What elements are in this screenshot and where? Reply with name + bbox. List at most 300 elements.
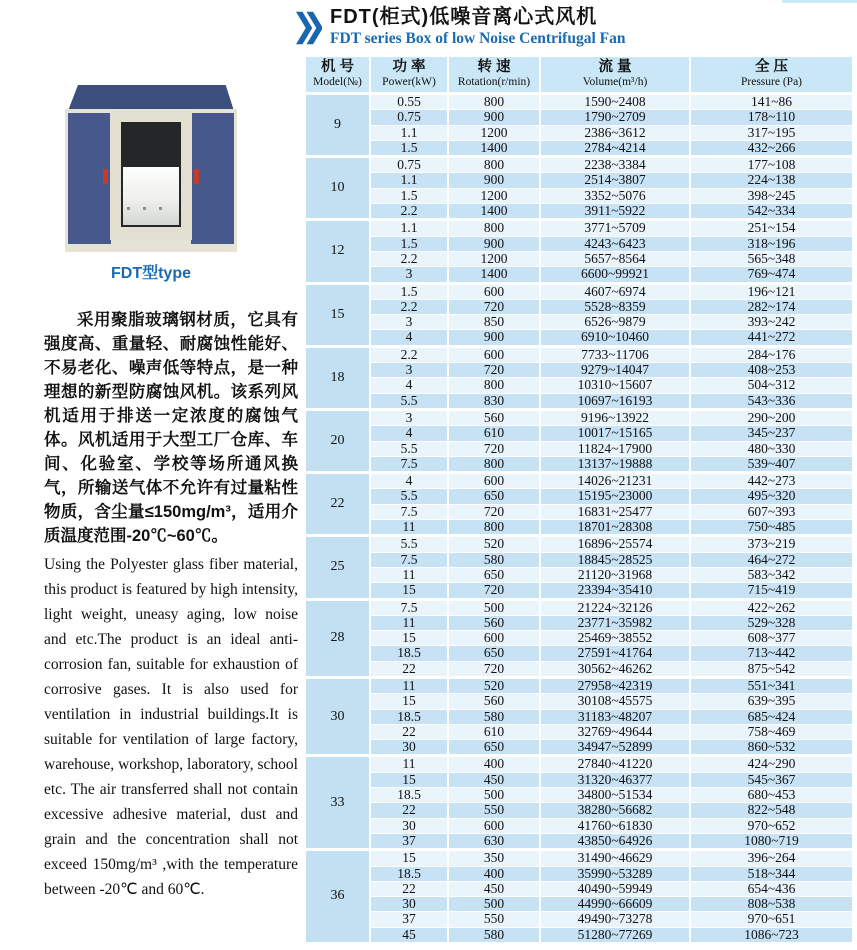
col-header-pressure-cn: 全 压 [754, 59, 789, 75]
table-cell: 800 [448, 520, 540, 536]
spec-table-body [305, 94, 852, 943]
table-cell: 30 [370, 740, 448, 756]
table-cell: 345~237 [690, 426, 852, 441]
table-cell: 1.1 [370, 125, 448, 140]
table-row [305, 615, 852, 630]
table-row [305, 520, 852, 536]
table-cell: 1400 [448, 204, 540, 220]
table-cell: 251~154 [690, 220, 852, 236]
col-header-pressure-en: Pressure (Pa) [741, 76, 802, 88]
table-row [305, 788, 852, 803]
table-cell: 178~110 [690, 110, 852, 125]
fan-top-face [68, 85, 234, 111]
table-cell: 715~419 [690, 583, 852, 599]
model-cell: 28 [305, 599, 370, 677]
table-cell: 31183~48207 [540, 709, 690, 724]
table-cell: 1.5 [370, 283, 448, 299]
table-row [305, 456, 852, 472]
table-row [305, 850, 852, 866]
col-header-volume-cn: 流 量 [598, 59, 632, 75]
table-cell: 769~474 [690, 267, 852, 283]
table-row [305, 267, 852, 283]
table-cell: 400 [448, 756, 540, 772]
col-header-rotation-en: Rotation(r/min) [457, 76, 531, 88]
table-cell: 495~320 [690, 489, 852, 504]
table-row [305, 173, 852, 188]
table-cell: 758~469 [690, 724, 852, 739]
table-cell: 1080~719 [690, 833, 852, 849]
table-cell: 550 [448, 803, 540, 818]
table-cell: 830 [448, 393, 540, 409]
table-cell: 441~272 [690, 330, 852, 346]
table-row [305, 409, 852, 425]
table-cell: 4 [370, 378, 448, 393]
table-cell: 5.5 [370, 536, 448, 552]
col-header-rotation [448, 57, 540, 94]
table-cell: 18.5 [370, 709, 448, 724]
model-cell: 9 [305, 94, 370, 157]
red-label-right [194, 169, 199, 184]
table-cell: 10697~16193 [540, 393, 690, 409]
table-cell: 7.5 [370, 552, 448, 567]
table-cell: 520 [448, 677, 540, 693]
table-cell: 7.5 [370, 504, 448, 519]
table-row [305, 110, 852, 125]
table-cell: 442~273 [690, 473, 852, 489]
table-cell: 9196~13922 [540, 409, 690, 425]
table-cell: 27958~42319 [540, 677, 690, 693]
table-row [305, 866, 852, 881]
table-cell: 350 [448, 850, 540, 866]
table-cell: 875~542 [690, 661, 852, 677]
table-row [305, 220, 852, 236]
fan-inner-panel [123, 167, 179, 225]
table-cell: 30562~46262 [540, 661, 690, 677]
table-cell: 15 [370, 583, 448, 599]
photo-caption: FDT型type [110, 265, 191, 282]
table-cell: 480~330 [690, 441, 852, 456]
table-cell: 37 [370, 912, 448, 927]
table-cell: 34947~52899 [540, 740, 690, 756]
table-cell: 1590~2408 [540, 94, 690, 110]
table-row [305, 473, 852, 489]
table-cell: 21224~32126 [540, 599, 690, 615]
table-cell: 630 [448, 833, 540, 849]
table-cell: 450 [448, 881, 540, 896]
table-cell: 34800~51534 [540, 788, 690, 803]
table-cell: 3911~5922 [540, 204, 690, 220]
table-cell: 38280~56682 [540, 803, 690, 818]
table-cell: 4607~6974 [540, 283, 690, 299]
table-cell: 3 [370, 409, 448, 425]
table-cell: 0.55 [370, 94, 448, 110]
table-cell: 27840~41220 [540, 756, 690, 772]
model-cell: 18 [305, 346, 370, 409]
table-cell: 15 [370, 850, 448, 866]
table-cell: 290~200 [690, 409, 852, 425]
fan-opening [121, 122, 181, 227]
model-cell: 15 [305, 283, 370, 346]
top-right-accent-line [782, 0, 857, 3]
table-cell: 40490~59949 [540, 881, 690, 896]
table-row [305, 94, 852, 110]
table-row [305, 677, 852, 693]
table-cell: 6910~10460 [540, 330, 690, 346]
table-cell: 464~272 [690, 552, 852, 567]
table-cell: 317~195 [690, 125, 852, 140]
table-cell: 565~348 [690, 251, 852, 266]
table-cell: 808~538 [690, 897, 852, 912]
table-cell: 3 [370, 267, 448, 283]
table-cell: 21120~31968 [540, 567, 690, 582]
table-cell: 713~442 [690, 646, 852, 661]
table-cell: 44990~66609 [540, 897, 690, 912]
table-cell: 2514~3807 [540, 173, 690, 188]
table-cell: 51280~77269 [540, 927, 690, 942]
table-cell: 1086~723 [690, 927, 852, 942]
table-row [305, 393, 852, 409]
table-cell: 720 [448, 661, 540, 677]
table-row [305, 125, 852, 140]
table-row [305, 709, 852, 724]
page-title-cn: FDT(柜式)低噪音离心式风机 [330, 6, 598, 28]
spec-table [304, 57, 851, 942]
table-cell: 4 [370, 426, 448, 441]
table-cell: 0.75 [370, 110, 448, 125]
col-header-power [370, 57, 448, 94]
table-cell: 15195~23000 [540, 489, 690, 504]
table-row [305, 504, 852, 519]
table-row [305, 315, 852, 330]
table-row [305, 740, 852, 756]
page-title-en: FDT series Box of low Noise Centrifugal Fan [330, 30, 626, 47]
table-cell: 31490~46629 [540, 850, 690, 866]
col-header-pressure [690, 57, 852, 94]
table-row [305, 803, 852, 818]
table-cell: 14026~21231 [540, 473, 690, 489]
table-row [305, 157, 852, 173]
table-cell: 7.5 [370, 599, 448, 615]
table-cell: 3 [370, 315, 448, 330]
table-row [305, 330, 852, 346]
table-cell: 32769~49644 [540, 724, 690, 739]
table-cell: 22 [370, 724, 448, 739]
model-cell: 30 [305, 677, 370, 755]
red-label-left [103, 169, 108, 184]
table-cell: 970~651 [690, 912, 852, 927]
table-cell: 18.5 [370, 866, 448, 881]
table-cell: 500 [448, 897, 540, 912]
table-cell: 18.5 [370, 788, 448, 803]
table-row [305, 912, 852, 927]
table-cell: 25469~38552 [540, 631, 690, 646]
table-row [305, 756, 852, 772]
table-cell: 1.5 [370, 140, 448, 156]
table-cell: 11 [370, 677, 448, 693]
table-cell: 583~342 [690, 567, 852, 582]
table-cell: 500 [448, 599, 540, 615]
table-cell: 6600~99921 [540, 267, 690, 283]
table-cell: 3352~5076 [540, 188, 690, 203]
table-cell: 432~266 [690, 140, 852, 156]
table-cell: 580 [448, 927, 540, 942]
table-row [305, 140, 852, 156]
table-cell: 504~312 [690, 378, 852, 393]
table-row [305, 833, 852, 849]
table-cell: 141~86 [690, 94, 852, 110]
table-cell: 31320~46377 [540, 772, 690, 787]
table-cell: 18.5 [370, 646, 448, 661]
table-cell: 650 [448, 646, 540, 661]
table-cell: 600 [448, 473, 540, 489]
table-cell: 30 [370, 818, 448, 833]
table-cell: 650 [448, 740, 540, 756]
table-cell: 284~176 [690, 346, 852, 362]
table-cell: 539~407 [690, 456, 852, 472]
table-cell: 13137~19888 [540, 456, 690, 472]
table-cell: 750~485 [690, 520, 852, 536]
table-cell: 1400 [448, 267, 540, 283]
model-cell: 33 [305, 756, 370, 850]
table-row [305, 363, 852, 378]
table-cell: 7733~11706 [540, 346, 690, 362]
table-cell: 560 [448, 615, 540, 630]
table-cell: 800 [448, 456, 540, 472]
table-row [305, 818, 852, 833]
model-cell: 36 [305, 850, 370, 942]
table-cell: 45 [370, 927, 448, 942]
table-cell: 22 [370, 881, 448, 896]
table-cell: 654~436 [690, 881, 852, 896]
col-header-model-cn: 机 号 [320, 59, 355, 75]
table-cell: 5.5 [370, 393, 448, 409]
table-cell: 600 [448, 631, 540, 646]
table-cell: 900 [448, 330, 540, 346]
table-cell: 5.5 [370, 441, 448, 456]
table-cell: 600 [448, 818, 540, 833]
table-cell: 396~264 [690, 850, 852, 866]
description-english: Using the Polyester glass fiber material, this product is featured by high intensity, light weight, uneasy aging, low noise and etc.The product is an ideal anti-corrosion fan, suitable for exhaustion of corrosive gases. It is also used for ventilation in industrial buildings.It is suitable for ventilation of large factory, warehouse, workshop, laboratory, school etc. The air transferred shall not contain excessive adhesive material, dust and grain and the concentration shall not exceed 150mg/m³ ,with the temperature between -20℃ and 60℃. [44, 556, 298, 898]
model-cell: 22 [305, 473, 370, 536]
table-cell: 650 [448, 567, 540, 582]
col-header-power-cn: 功 率 [392, 59, 426, 75]
table-cell: 11 [370, 520, 448, 536]
product-photo-fan-box [65, 85, 237, 252]
table-cell: 1.1 [370, 173, 448, 188]
table-cell: 580 [448, 709, 540, 724]
table-row [305, 378, 852, 393]
table-cell: 37 [370, 833, 448, 849]
table-cell: 610 [448, 724, 540, 739]
table-cell: 545~367 [690, 772, 852, 787]
table-row [305, 694, 852, 709]
table-cell: 970~652 [690, 818, 852, 833]
table-cell: 424~290 [690, 756, 852, 772]
model-cell: 25 [305, 536, 370, 599]
table-cell: 393~242 [690, 315, 852, 330]
table-cell: 608~377 [690, 631, 852, 646]
col-header-rotation-cn: 转 速 [477, 59, 511, 75]
table-cell: 35990~53289 [540, 866, 690, 881]
table-cell: 4 [370, 330, 448, 346]
page-header [296, 5, 625, 48]
table-cell: 529~328 [690, 615, 852, 630]
table-cell: 2238~3384 [540, 157, 690, 173]
table-cell: 560 [448, 694, 540, 709]
col-header-power-en: Power(kW) [382, 76, 436, 88]
table-cell: 11 [370, 756, 448, 772]
table-cell: 23394~35410 [540, 583, 690, 599]
description-chinese: 采用聚脂玻璃钢材质，它具有强度高、重量轻、耐腐蚀性能好、不易老化、噪声低等特点，是一种理想的新型防腐蚀风机。该系列风机适用于排送一定浓度的腐蚀气体。风机适用于大型工厂仓库、车间、化验室、学校等场所通风换气，所输送气体不允许有过量粘性物质，含尘量≤150mg/m³，适用介质温度范围-20℃~60℃。 [44, 311, 298, 545]
table-cell: 2.2 [370, 346, 448, 362]
table-cell: 720 [448, 441, 540, 456]
table-cell: 2386~3612 [540, 125, 690, 140]
table-cell: 1400 [448, 140, 540, 156]
fan-screw-dots [127, 207, 174, 210]
table-row [305, 583, 852, 599]
table-row [305, 724, 852, 739]
table-cell: 542~334 [690, 204, 852, 220]
table-cell: 22 [370, 661, 448, 677]
table-cell: 4243~6423 [540, 236, 690, 251]
table-cell: 607~393 [690, 504, 852, 519]
table-row [305, 536, 852, 552]
table-cell: 500 [448, 788, 540, 803]
table-cell: 196~121 [690, 283, 852, 299]
table-row [305, 188, 852, 203]
table-row [305, 927, 852, 942]
table-cell: 1200 [448, 125, 540, 140]
table-cell: 15 [370, 631, 448, 646]
table-cell: 860~532 [690, 740, 852, 756]
table-cell: 15 [370, 772, 448, 787]
table-cell: 4 [370, 473, 448, 489]
table-row [305, 346, 852, 362]
table-row [305, 441, 852, 456]
fan-front-face [65, 109, 237, 252]
table-row [305, 299, 852, 314]
table-cell: 5.5 [370, 489, 448, 504]
table-cell: 15 [370, 694, 448, 709]
table-cell: 720 [448, 363, 540, 378]
table-cell: 680~453 [690, 788, 852, 803]
table-cell: 18845~28525 [540, 552, 690, 567]
table-cell: 900 [448, 110, 540, 125]
table-cell: 282~174 [690, 299, 852, 314]
table-cell: 11824~17900 [540, 441, 690, 456]
model-cell: 12 [305, 220, 370, 283]
table-cell: 0.75 [370, 157, 448, 173]
table-cell: 822~548 [690, 803, 852, 818]
table-cell: 639~395 [690, 694, 852, 709]
table-cell: 900 [448, 236, 540, 251]
table-cell: 3771~5709 [540, 220, 690, 236]
table-cell: 1.5 [370, 188, 448, 203]
table-cell: 610 [448, 426, 540, 441]
table-cell: 1.5 [370, 236, 448, 251]
table-cell: 600 [448, 283, 540, 299]
table-cell: 2784~4214 [540, 140, 690, 156]
table-cell: 30 [370, 897, 448, 912]
table-cell: 600 [448, 346, 540, 362]
table-cell: 2.2 [370, 299, 448, 314]
table-cell: 650 [448, 489, 540, 504]
table-cell: 16831~25477 [540, 504, 690, 519]
table-cell: 5657~8564 [540, 251, 690, 266]
col-header-model-en: Model(№) [313, 76, 362, 88]
model-cell: 10 [305, 157, 370, 220]
table-cell: 3 [370, 363, 448, 378]
table-cell: 800 [448, 94, 540, 110]
table-cell: 1200 [448, 251, 540, 266]
table-cell: 41760~61830 [540, 818, 690, 833]
table-cell: 5528~8359 [540, 299, 690, 314]
table-cell: 550 [448, 912, 540, 927]
table-cell: 543~336 [690, 393, 852, 409]
spec-table-header [305, 57, 852, 94]
table-cell: 400 [448, 866, 540, 881]
table-cell: 22 [370, 803, 448, 818]
table-cell: 177~108 [690, 157, 852, 173]
table-cell: 2.2 [370, 204, 448, 220]
table-row [305, 661, 852, 677]
table-cell: 900 [448, 173, 540, 188]
table-cell: 720 [448, 299, 540, 314]
table-row [305, 283, 852, 299]
table-row [305, 646, 852, 661]
table-cell: 1.1 [370, 220, 448, 236]
table-cell: 9279~14047 [540, 363, 690, 378]
table-cell: 551~341 [690, 677, 852, 693]
table-cell: 373~219 [690, 536, 852, 552]
table-row [305, 881, 852, 896]
table-row [305, 897, 852, 912]
col-header-volume-en: Volume(m³/h) [582, 76, 648, 88]
table-cell: 398~245 [690, 188, 852, 203]
table-cell: 27591~41764 [540, 646, 690, 661]
table-cell: 11 [370, 567, 448, 582]
table-row [305, 599, 852, 615]
fan-opening-frame [110, 111, 192, 240]
model-cell: 20 [305, 409, 370, 472]
table-cell: 18701~28308 [540, 520, 690, 536]
table-cell: 7.5 [370, 456, 448, 472]
table-row [305, 567, 852, 582]
table-cell: 580 [448, 552, 540, 567]
table-cell: 450 [448, 772, 540, 787]
table-cell: 1790~2709 [540, 110, 690, 125]
table-row [305, 204, 852, 220]
table-cell: 720 [448, 504, 540, 519]
table-cell: 408~253 [690, 363, 852, 378]
table-cell: 800 [448, 378, 540, 393]
table-row [305, 631, 852, 646]
table-row [305, 772, 852, 787]
table-cell: 10310~15607 [540, 378, 690, 393]
col-header-volume [540, 57, 690, 94]
table-cell: 30108~45575 [540, 694, 690, 709]
col-header-model [305, 57, 370, 94]
table-cell: 23771~35982 [540, 615, 690, 630]
table-cell: 10017~15165 [540, 426, 690, 441]
table-cell: 49490~73278 [540, 912, 690, 927]
table-cell: 518~344 [690, 866, 852, 881]
table-cell: 11 [370, 615, 448, 630]
table-cell: 720 [448, 583, 540, 599]
table-cell: 6526~9879 [540, 315, 690, 330]
table-row [305, 236, 852, 251]
table-cell: 800 [448, 157, 540, 173]
